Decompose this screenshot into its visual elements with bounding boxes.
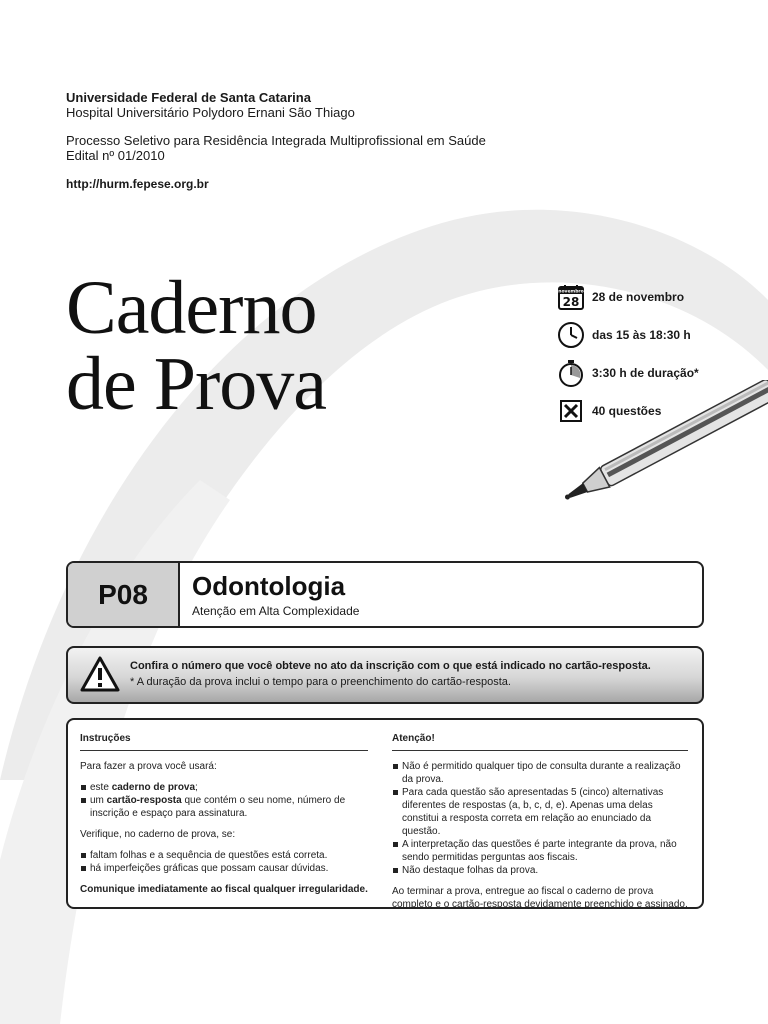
- warning-line-1: Confira o número que você obteve no ato da inscrição com o que está indicado no cartão-resposta.: [130, 660, 651, 672]
- course-subtitle: Atenção em Alta Complexidade: [192, 604, 360, 618]
- warning-line-2: * A duração da prova inclui o tempo para o preenchimento do cartão-resposta.: [130, 676, 511, 688]
- list-item: há imperfeições gráficas que possam causar dúvidas.: [80, 862, 368, 875]
- warning-box: [66, 646, 704, 704]
- course-code: P08: [68, 563, 180, 626]
- attention-column: [392, 732, 688, 919]
- calendar-day: 28: [562, 295, 580, 309]
- list-item: este caderno de prova;: [80, 781, 368, 794]
- edital-number: Edital nº 01/2010: [66, 148, 165, 163]
- list-item: A interpretação das questões é parte integrante da prova, não sendo permitidas perguntas aos fiscais.: [392, 838, 688, 864]
- university-name: Universidade Federal de Santa Catarina: [66, 90, 311, 105]
- instructions-box: [66, 718, 704, 909]
- title-line-1: Caderno: [66, 266, 317, 350]
- clock-icon: [556, 321, 586, 349]
- instructions-heading: Instruções: [80, 732, 368, 751]
- calendar-icon: [556, 283, 586, 311]
- list-item: um cartão-resposta que contém o seu nome, número de inscrição e espaço para assinatura.: [80, 794, 368, 820]
- info-time: [556, 321, 756, 349]
- instructions-footer: Comunique imediatamente ao fiscal qualquer irregularidade.: [80, 884, 368, 895]
- process-name: Processo Seletivo para Residência Integrada Multiprofissional em Saúde: [66, 133, 486, 148]
- list-item: faltam folhas e a sequência de questões está correta.: [80, 849, 368, 862]
- list-item: Para cada questão são apresentadas 5 (cinco) alternativas diferentes de respostas (a, b, c, d, e). Apenas uma delas constitui a resposta correta em relação ao enunciado da questão.: [392, 786, 688, 838]
- info-time-text: das 15 às 18:30 h: [592, 328, 691, 342]
- header-block: [66, 90, 486, 192]
- info-duration-text: 3:30 h de duração*: [592, 366, 699, 380]
- warning-icon: [80, 656, 120, 692]
- list-item: Não destaque folhas da prova.: [392, 864, 688, 877]
- info-questions-text: 40 questões: [592, 404, 662, 418]
- list-item: Não é permitido qualquer tipo de consulta durante a realização da prova.: [392, 760, 688, 786]
- course-box: [66, 561, 704, 628]
- verify-text: Verifique, no caderno de prova, se:: [80, 829, 236, 840]
- page-title: [66, 266, 327, 426]
- website-url: http://hurm.fepese.org.br: [66, 177, 209, 191]
- instructions-intro: Para fazer a prova você usará:: [80, 761, 217, 772]
- course-name: Odontologia: [192, 571, 346, 601]
- attention-footer: Ao terminar a prova, entregue ao fiscal o caderno de prova completo e o cartão-resposta devidamente preenchido e assinado.: [392, 886, 688, 910]
- attention-heading: Atenção!: [392, 732, 688, 751]
- instructions-column: [80, 732, 368, 904]
- pen-illustration: [548, 380, 768, 520]
- info-date-text: 28 de novembro: [592, 290, 685, 304]
- attention-list: [392, 760, 688, 877]
- hospital-name: Hospital Universitário Polydoro Ernani São Thiago: [66, 105, 355, 120]
- info-date: [556, 283, 756, 311]
- check-list: [80, 849, 368, 875]
- use-list: [80, 781, 368, 820]
- title-line-2: de Prova: [66, 342, 327, 426]
- calendar-month: novembro: [558, 289, 584, 295]
